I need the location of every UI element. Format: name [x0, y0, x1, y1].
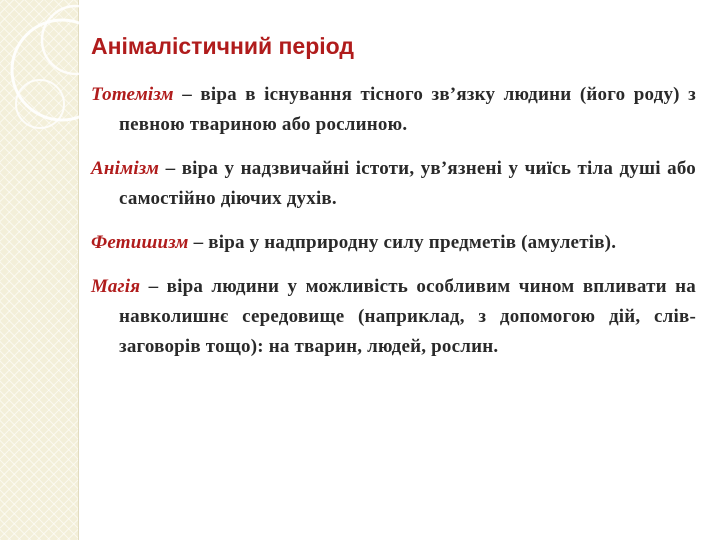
definition-animism: віра у надзвичайні істоти, ув’язнені у чиїсь тіла душі або самостійно діючих духів. [119, 157, 696, 209]
separator: – [159, 157, 182, 179]
separator: – [140, 275, 167, 297]
definition-totemism: віра в існування тісного зв’язку людини (його роду) з певною твариною або рослиною. [119, 83, 696, 135]
term-magic: Магія [91, 275, 141, 297]
slide-title: Анімалістичний період [91, 33, 354, 59]
definition-item-totemism [91, 80, 696, 140]
term-animism: Анімізм [91, 157, 160, 179]
slide-content [91, 33, 696, 376]
definition-item-magic [91, 272, 696, 362]
definition-item-animism [91, 154, 696, 214]
separator: – [173, 83, 201, 105]
definition-magic: віра людини у можливість особливим чином впливати на навколишнє середовище (наприклад, з допомогою дій, слів-заговорів тощо): на тварин, людей, рослин. [119, 275, 696, 357]
definition-item-fetishism [91, 228, 696, 258]
definition-fetishism: віра у надприродну силу предметів (амулетів). [208, 231, 617, 253]
separator: – [188, 231, 209, 253]
term-fetishism: Фетишизм [91, 231, 189, 253]
term-totemism: Тотемізм [91, 83, 174, 105]
